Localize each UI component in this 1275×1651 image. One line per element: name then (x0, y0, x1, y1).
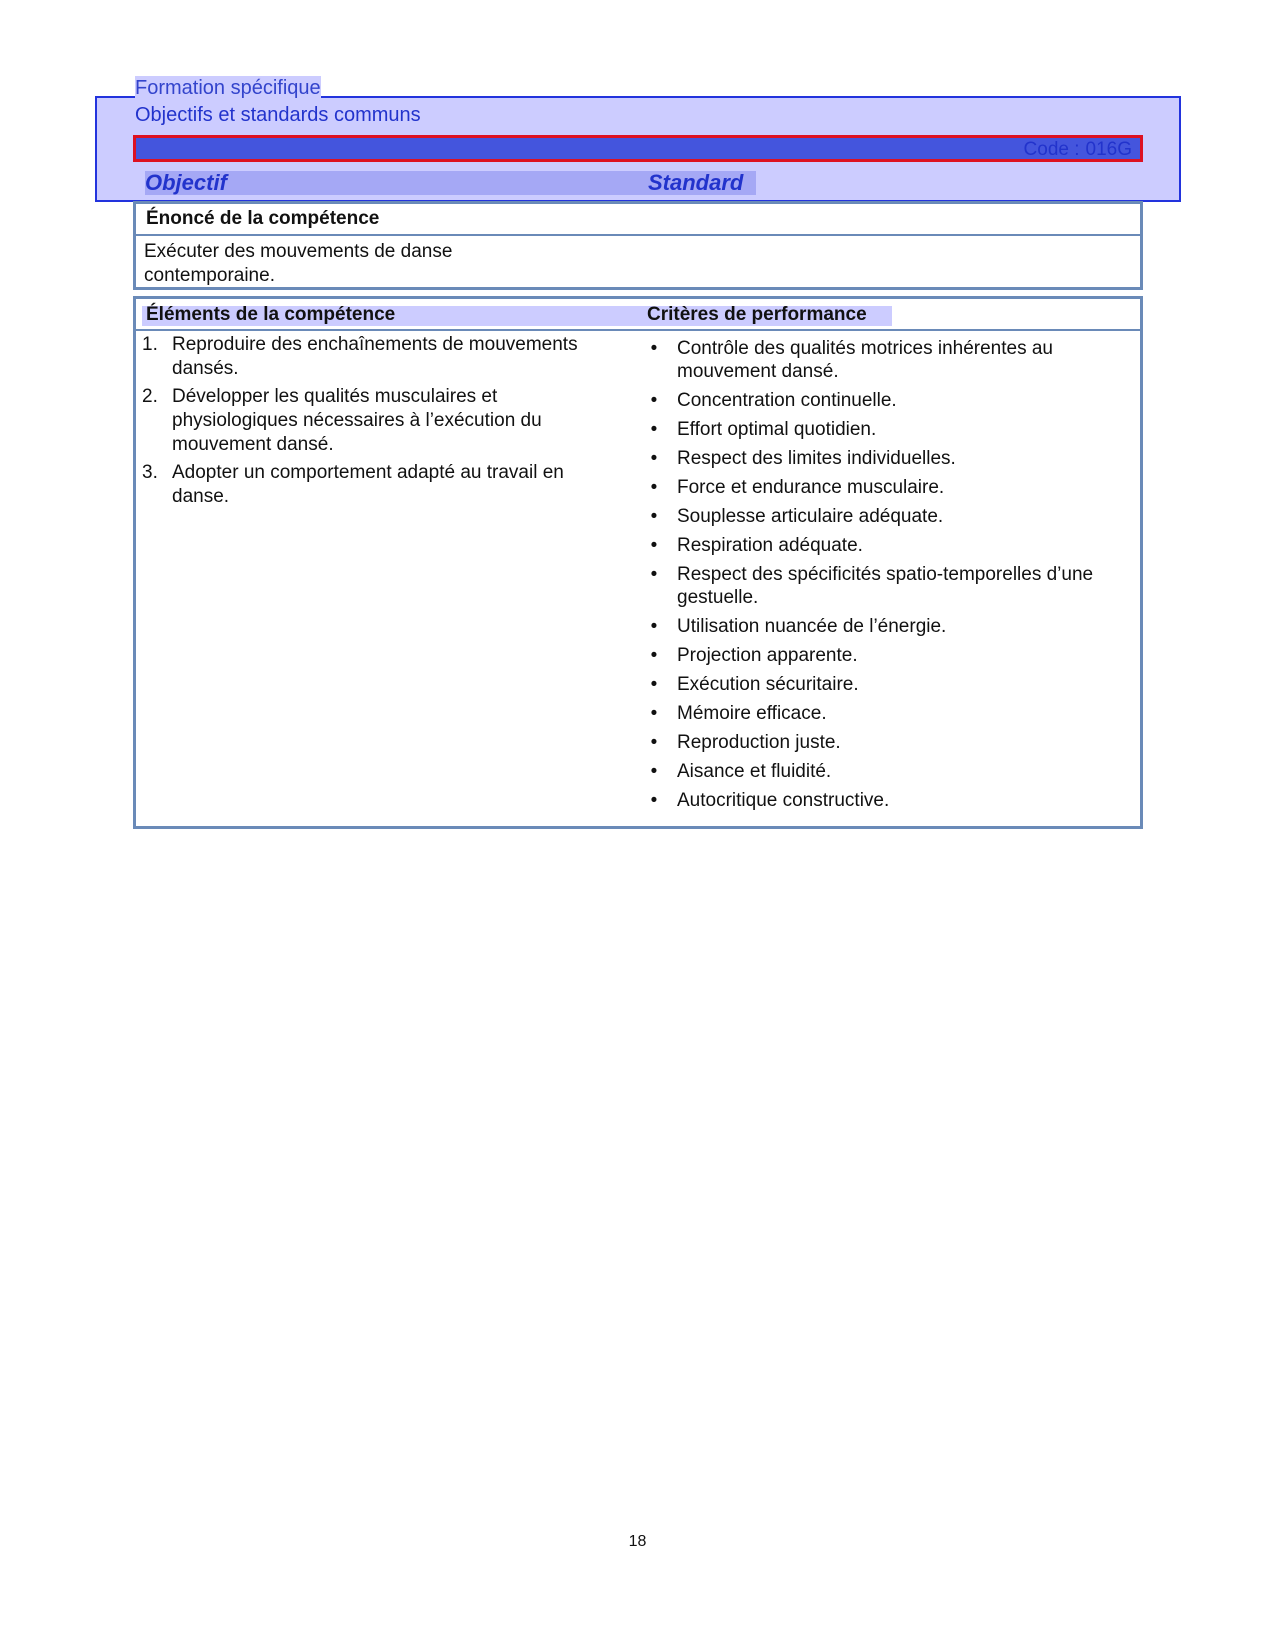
element-text: Adopter un comportement adapté au travail en danse. (172, 462, 564, 507)
bullet-icon: • (650, 338, 658, 359)
element-number: 3. (142, 462, 158, 483)
criterion-item (647, 337, 1117, 383)
criterion-text: Respect des limites individuelles. (677, 448, 956, 469)
section-title: Objectifs et standards communs (135, 104, 421, 126)
criterion-item (647, 476, 1117, 499)
criterion-item (647, 389, 1117, 412)
bullet-icon: • (650, 645, 658, 666)
criterion-item (647, 789, 1117, 812)
criterion-text: Exécution sécuritaire. (677, 674, 859, 695)
criterion-text: Respect des spécificités spatio-temporelles d’une gestuelle. (677, 564, 1094, 608)
criterion-item (647, 418, 1117, 441)
page-number: 18 (628, 1533, 647, 1550)
bullet-icon: • (650, 616, 658, 637)
criterion-text: Contrôle des qualités motrices inhérentes au mouvement dansé. (677, 338, 1053, 382)
criterion-text: Force et endurance musculaire. (677, 477, 945, 498)
criterion-item (647, 534, 1117, 557)
elements-list (142, 333, 622, 513)
bullet-icon: • (650, 790, 658, 811)
criterion-text: Autocritique constructive. (677, 790, 890, 811)
bullet-icon: • (650, 535, 658, 556)
bullet-icon: • (650, 477, 658, 498)
element-item (142, 461, 622, 509)
criterion-text: Souplesse articulaire adéquate. (677, 506, 944, 527)
criterion-text: Concentration continuelle. (677, 390, 897, 411)
element-number: 2. (142, 386, 158, 407)
criterion-text: Respiration adéquate. (677, 535, 863, 556)
criterion-text: Utilisation nuancée de l’énergie. (677, 616, 947, 637)
code-label: Code : (1023, 139, 1080, 160)
competency-code (1024, 139, 1132, 161)
element-text: Reproduire des enchaînements de mouvements dansés. (172, 334, 578, 379)
criteria-heading: Critères de performance (647, 304, 867, 325)
criterion-text: Reproduction juste. (677, 732, 841, 753)
enonce-text: Exécuter des mouvements de danse contemporaine. (144, 241, 453, 286)
criteria-list (647, 333, 1117, 818)
bullet-icon: • (650, 564, 658, 585)
criterion-text: Projection apparente. (677, 645, 858, 666)
criterion-item (647, 731, 1117, 754)
criterion-text: Effort optimal quotidien. (677, 419, 877, 440)
element-item (142, 385, 622, 457)
column-header-standard: Standard (648, 170, 744, 195)
criterion-item (647, 760, 1117, 783)
bullet-icon: • (650, 674, 658, 695)
elements-heading: Éléments de la compétence (146, 304, 396, 325)
code-bar (133, 135, 1143, 162)
criterion-item (647, 673, 1117, 696)
bullet-icon: • (650, 506, 658, 527)
bullet-icon: • (650, 448, 658, 469)
enonce-heading: Énoncé de la compétence (136, 204, 1140, 236)
criterion-item (647, 615, 1117, 638)
criterion-item (647, 644, 1117, 667)
bullet-icon: • (650, 390, 658, 411)
criterion-text: Mémoire efficace. (677, 703, 827, 724)
enonce-box (133, 201, 1143, 290)
criterion-text: Aisance et fluidité. (677, 761, 832, 782)
bullet-icon: • (650, 732, 658, 753)
code-value: 016G (1085, 139, 1132, 160)
bullet-icon: • (650, 703, 658, 724)
bullet-icon: • (650, 761, 658, 782)
competence-header (136, 299, 1140, 331)
column-header-objectif: Objectif (145, 170, 227, 195)
element-text: Développer les qualités musculaires et physiologiques nécessaires à l’exécution du mouvement dansé. (172, 386, 542, 455)
section-kicker: Formation spécifique (135, 77, 321, 99)
criterion-item (647, 505, 1117, 528)
criterion-item (647, 563, 1117, 609)
element-item (142, 333, 622, 381)
competence-box (133, 296, 1143, 829)
element-number: 1. (142, 334, 158, 355)
criterion-item (647, 447, 1117, 470)
bullet-icon: • (650, 419, 658, 440)
criterion-item (647, 702, 1117, 725)
